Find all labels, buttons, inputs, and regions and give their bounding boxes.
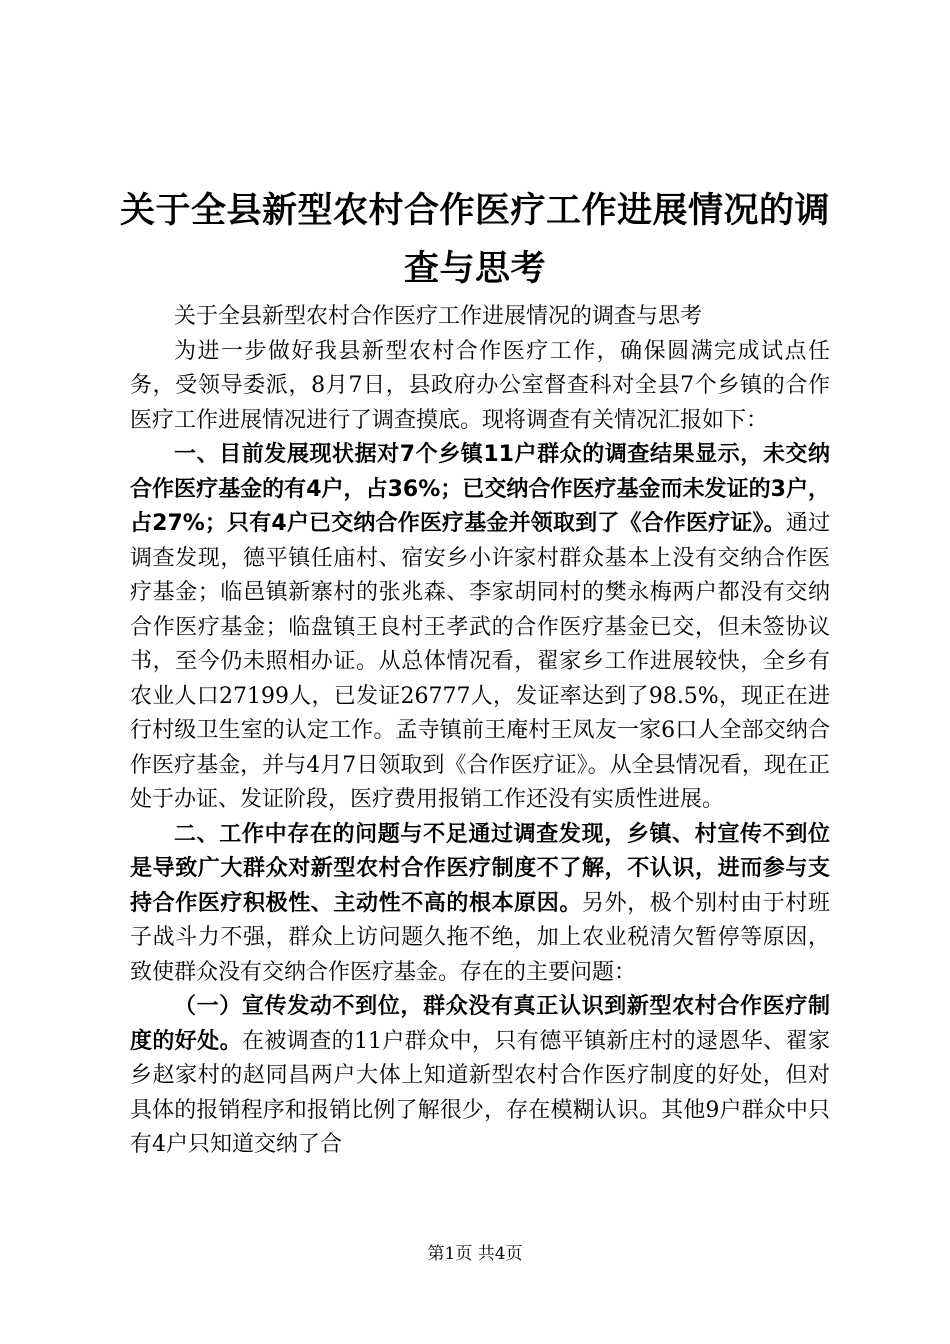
subsection-1-heading: （一）宣传发动不到位，群众没有真正认识到新型农村合作医疗制度的好处。 (130, 994, 830, 1054)
section-2-heading: 二、工作中存在的问题与不足通过调查发现，乡镇、村宣传不到位是导致广大群众对新型农村合作医疗制度不了解，不认识，进而参与支持合作医疗积极性、主动性不高的根本原因。 (130, 821, 830, 916)
document-title-line-1: 关于全县新型农村合作医疗工作进展情况的调 (119, 191, 830, 231)
section-1-heading: 一、目前发展现状据对7个乡镇11户群众的调查结果显示，未交纳合作医疗基金的有4户，占36%；已交纳合作医疗基金而未发证的3户，占27%；只有4户已交纳合作医疗基金并领取到了《合作医疗证》。 (130, 442, 830, 536)
paragraph-intro (130, 335, 830, 439)
paragraph-text: 另外，极个别村由于村班子战斗力不强，群众上访问题久拖不绝，加上农业税清欠暂停等原因，致使群众没有交纳合作医疗基金。存在的主要问题： (130, 890, 830, 985)
paragraph-subsection-1 (130, 990, 830, 1163)
paragraph-text: 为进一步做好我县新型农村合作医疗工作，确保圆满完成试点任务，受领导委派，8月7日，县政府办公室督查科对全县7个乡镇的合作医疗工作进展情况进行了调查摸底。现将调查有关情况汇报如下： (130, 338, 830, 433)
document-title-line-2: 查与思考 (403, 249, 546, 289)
paragraph-subtitle (130, 300, 830, 335)
document-body (130, 300, 830, 1163)
page-number-footer: 第1页 共4页 (427, 1244, 523, 1264)
paragraph-section-1 (130, 438, 830, 818)
paragraph-section-2 (130, 818, 830, 991)
paragraph-text: 通过调查发现，德平镇任庙村、宿安乡小许家村群众基本上没有交纳合作医疗基金；临邑镇新寨村的张兆森、李家胡同村的樊永梅两户都没有交纳合作医疗基金；临盘镇王良村王孝武的合作医疗基金已交，但未签协议书，至今仍未照相办证。从总体情况看，翟家乡工作进展较快，全乡有农业人口27199人，已发证26777人，发证率达到了98.5%，现正在进行村级卫生室的认定工作。孟寺镇前王庵村王凤友一家6口人全部交纳合作医疗基金，并与4月7日领取到《合作医疗证》。从全县情况看，现在正处于办证、发证阶段，医疗费用报销工作还没有实质性进展。 (130, 511, 830, 812)
paragraph-text: 关于全县新型农村合作医疗工作进展情况的调查与思考 (174, 304, 703, 329)
paragraph-text: 在被调查的11户群众中，只有德平镇新庄村的逯恩华、翟家乡赵家村的赵同昌两户大体上知道新型农村合作医疗制度的好处，但对具体的报销程序和报销比例了解很少，存在模糊认识。其他9户群众中只有4户只知道交纳了合 (130, 1028, 830, 1157)
